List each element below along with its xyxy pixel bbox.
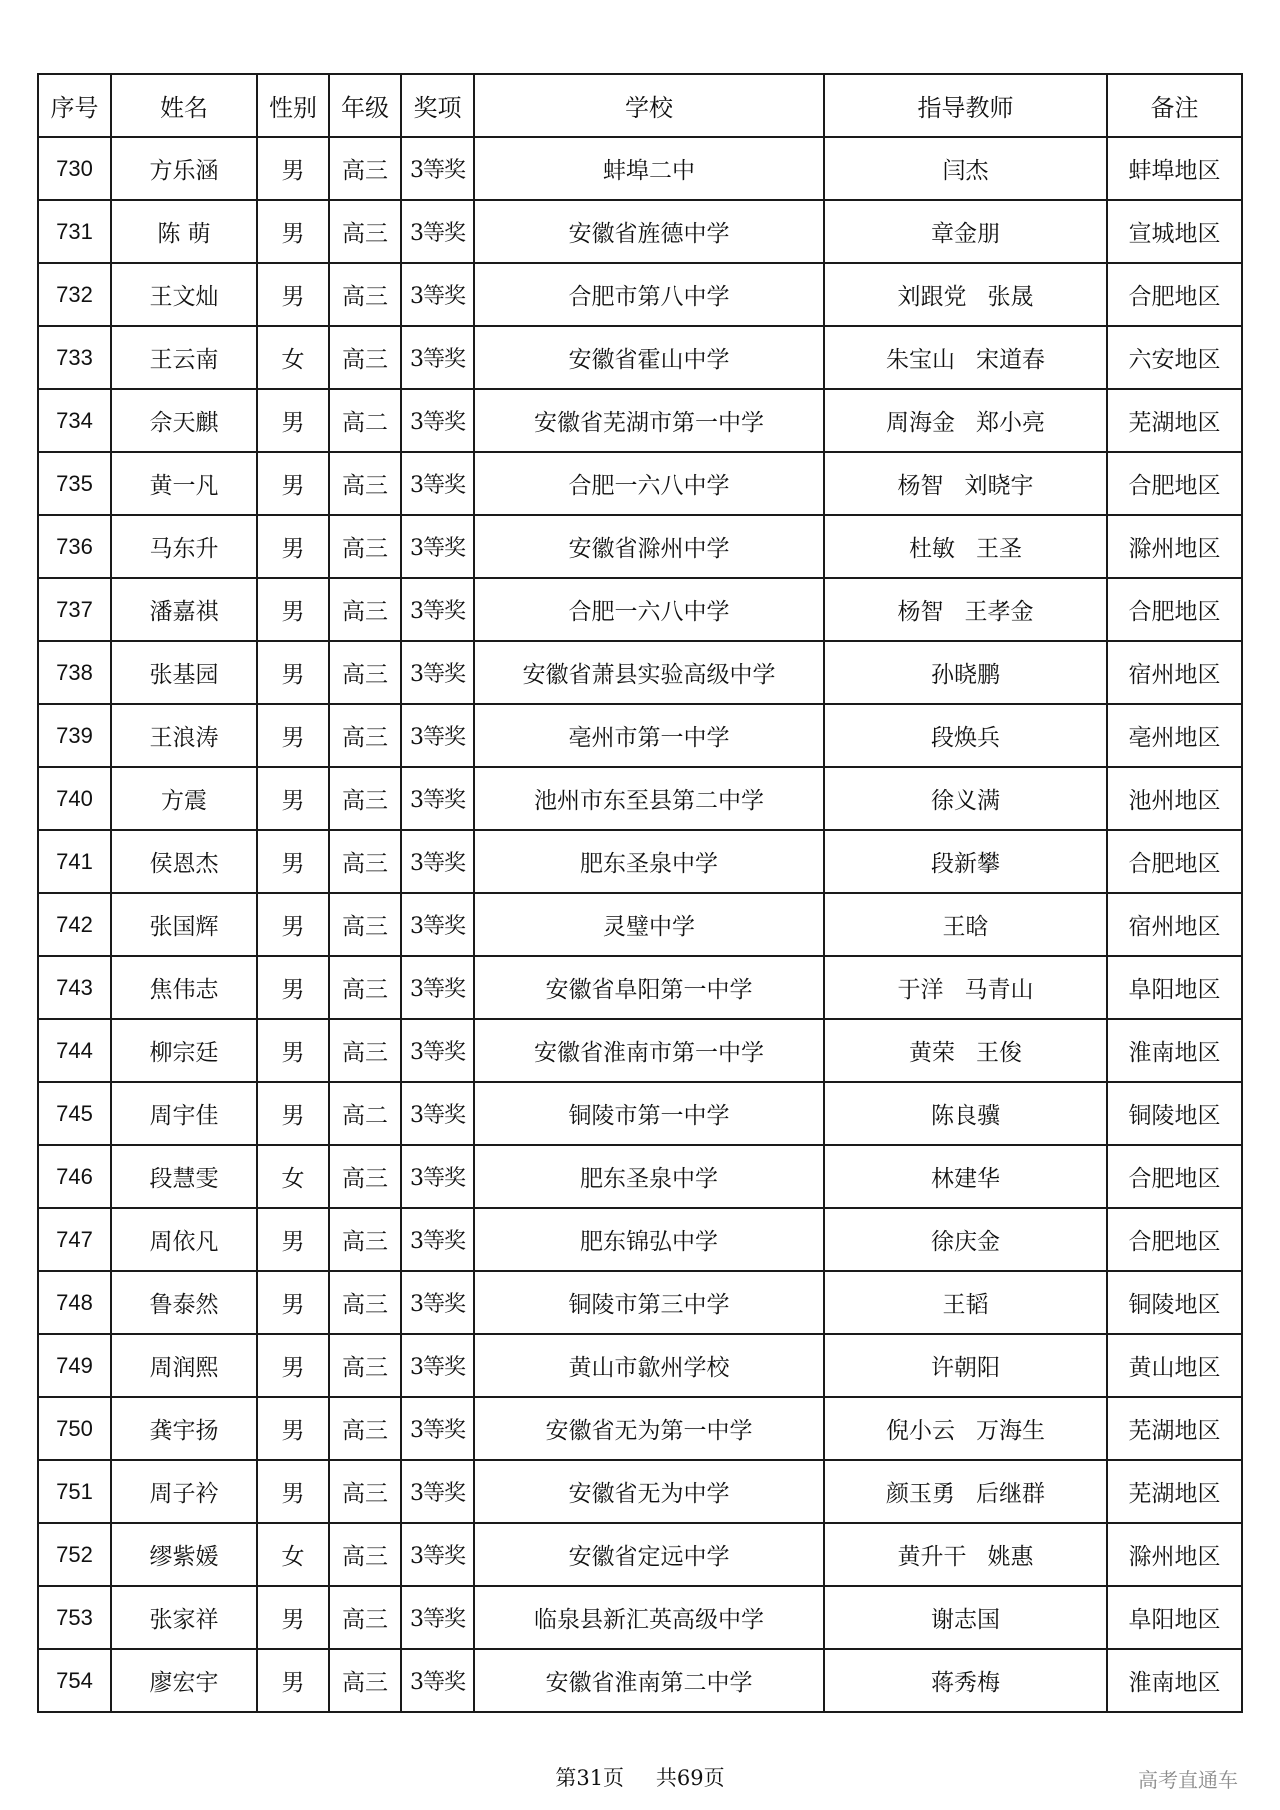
- cell-remark: 芜湖地区: [1107, 1460, 1242, 1523]
- cell-name: 缪紫媛: [111, 1523, 257, 1586]
- cell-remark: 淮南地区: [1107, 1649, 1242, 1712]
- cell-grade: 高三: [329, 1397, 401, 1460]
- cell-index: 741: [38, 830, 111, 893]
- cell-school: 黄山市歙州学校: [474, 1334, 824, 1397]
- cell-index: 754: [38, 1649, 111, 1712]
- cell-grade: 高三: [329, 326, 401, 389]
- cell-grade: 高三: [329, 704, 401, 767]
- cell-grade: 高三: [329, 1334, 401, 1397]
- cell-grade: 高三: [329, 263, 401, 326]
- cell-school: 蚌埠二中: [474, 137, 824, 200]
- cell-index: 735: [38, 452, 111, 515]
- cell-award: 3等奖: [401, 893, 474, 956]
- table-header-row: [38, 74, 1242, 137]
- cell-teacher: 谢志国: [824, 1586, 1107, 1649]
- cell-gender: 男: [257, 1397, 329, 1460]
- cell-grade: 高三: [329, 641, 401, 704]
- cell-name: 张家祥: [111, 1586, 257, 1649]
- cell-index: 731: [38, 200, 111, 263]
- header-school: 学校: [474, 74, 824, 137]
- cell-remark: 宿州地区: [1107, 893, 1242, 956]
- header-name: 姓名: [111, 74, 257, 137]
- cell-remark: 池州地区: [1107, 767, 1242, 830]
- cell-grade: 高三: [329, 1523, 401, 1586]
- cell-school: 铜陵市第三中学: [474, 1271, 824, 1334]
- cell-teacher: 章金朋: [824, 200, 1107, 263]
- cell-remark: 宿州地区: [1107, 641, 1242, 704]
- cell-index: 736: [38, 515, 111, 578]
- cell-name: 马东升: [111, 515, 257, 578]
- cell-name: 周宇佳: [111, 1082, 257, 1145]
- cell-award: 3等奖: [401, 1523, 474, 1586]
- cell-grade: 高三: [329, 1649, 401, 1712]
- table-row: [38, 1082, 1242, 1145]
- cell-gender: 男: [257, 200, 329, 263]
- table-row: [38, 389, 1242, 452]
- cell-remark: 宣城地区: [1107, 200, 1242, 263]
- cell-index: 734: [38, 389, 111, 452]
- cell-school: 亳州市第一中学: [474, 704, 824, 767]
- cell-name: 张国辉: [111, 893, 257, 956]
- cell-index: 753: [38, 1586, 111, 1649]
- table-row: [38, 1145, 1242, 1208]
- cell-grade: 高三: [329, 1271, 401, 1334]
- cell-gender: 女: [257, 1523, 329, 1586]
- cell-school: 池州市东至县第二中学: [474, 767, 824, 830]
- cell-school: 铜陵市第一中学: [474, 1082, 824, 1145]
- table-row: [38, 1586, 1242, 1649]
- cell-award: 3等奖: [401, 1082, 474, 1145]
- cell-gender: 男: [257, 1019, 329, 1082]
- table-row: [38, 515, 1242, 578]
- cell-name: 柳宗廷: [111, 1019, 257, 1082]
- cell-name: 侯恩杰: [111, 830, 257, 893]
- cell-teacher: 黄升干 姚惠: [824, 1523, 1107, 1586]
- cell-remark: 合肥地区: [1107, 1208, 1242, 1271]
- cell-gender: 男: [257, 389, 329, 452]
- table-row: [38, 1523, 1242, 1586]
- cell-name: 方震: [111, 767, 257, 830]
- cell-remark: 滁州地区: [1107, 1523, 1242, 1586]
- cell-index: 752: [38, 1523, 111, 1586]
- cell-index: 733: [38, 326, 111, 389]
- cell-teacher: 杨智 王孝金: [824, 578, 1107, 641]
- cell-award: 3等奖: [401, 137, 474, 200]
- cell-award: 3等奖: [401, 1208, 474, 1271]
- cell-remark: 铜陵地区: [1107, 1082, 1242, 1145]
- award-roster-table: [37, 73, 1243, 1713]
- cell-name: 佘天麒: [111, 389, 257, 452]
- cell-index: 751: [38, 1460, 111, 1523]
- cell-remark: 合肥地区: [1107, 1145, 1242, 1208]
- cell-teacher: 许朝阳: [824, 1334, 1107, 1397]
- cell-award: 3等奖: [401, 830, 474, 893]
- cell-teacher: 杨智 刘晓宇: [824, 452, 1107, 515]
- header-award: 奖项: [401, 74, 474, 137]
- cell-grade: 高三: [329, 200, 401, 263]
- cell-gender: 男: [257, 1082, 329, 1145]
- cell-award: 3等奖: [401, 326, 474, 389]
- cell-gender: 男: [257, 1208, 329, 1271]
- header-grade: 年级: [329, 74, 401, 137]
- cell-gender: 男: [257, 1460, 329, 1523]
- cell-gender: 男: [257, 893, 329, 956]
- cell-teacher: 刘跟党 张晟: [824, 263, 1107, 326]
- cell-teacher: 孙晓鹏: [824, 641, 1107, 704]
- cell-school: 安徽省霍山中学: [474, 326, 824, 389]
- cell-name: 段慧雯: [111, 1145, 257, 1208]
- table-row: [38, 1208, 1242, 1271]
- cell-teacher: 闫杰: [824, 137, 1107, 200]
- table-row: [38, 1649, 1242, 1712]
- cell-award: 3等奖: [401, 1586, 474, 1649]
- cell-name: 鲁泰然: [111, 1271, 257, 1334]
- cell-index: 750: [38, 1397, 111, 1460]
- cell-teacher: 王韬: [824, 1271, 1107, 1334]
- cell-award: 3等奖: [401, 1019, 474, 1082]
- cell-award: 3等奖: [401, 1334, 474, 1397]
- table-row: [38, 767, 1242, 830]
- cell-index: 742: [38, 893, 111, 956]
- cell-grade: 高三: [329, 1019, 401, 1082]
- cell-teacher: 段新攀: [824, 830, 1107, 893]
- cell-name: 方乐涵: [111, 137, 257, 200]
- cell-remark: 蚌埠地区: [1107, 137, 1242, 200]
- cell-school: 合肥一六八中学: [474, 452, 824, 515]
- cell-school: 安徽省滁州中学: [474, 515, 824, 578]
- cell-name: 张基园: [111, 641, 257, 704]
- cell-index: 732: [38, 263, 111, 326]
- cell-school: 肥东锦弘中学: [474, 1208, 824, 1271]
- table-row: [38, 1460, 1242, 1523]
- cell-gender: 女: [257, 326, 329, 389]
- cell-remark: 合肥地区: [1107, 452, 1242, 515]
- cell-school: 安徽省旌德中学: [474, 200, 824, 263]
- cell-teacher: 徐义满: [824, 767, 1107, 830]
- cell-teacher: 倪小云 万海生: [824, 1397, 1107, 1460]
- cell-school: 安徽省阜阳第一中学: [474, 956, 824, 1019]
- cell-remark: 黄山地区: [1107, 1334, 1242, 1397]
- cell-grade: 高三: [329, 1586, 401, 1649]
- cell-grade: 高三: [329, 1460, 401, 1523]
- cell-remark: 芜湖地区: [1107, 389, 1242, 452]
- cell-teacher: 段焕兵: [824, 704, 1107, 767]
- cell-remark: 合肥地区: [1107, 578, 1242, 641]
- cell-remark: 亳州地区: [1107, 704, 1242, 767]
- cell-name: 龚宇扬: [111, 1397, 257, 1460]
- table-row: [38, 1271, 1242, 1334]
- cell-name: 周依凡: [111, 1208, 257, 1271]
- cell-award: 3等奖: [401, 1397, 474, 1460]
- cell-school: 安徽省定远中学: [474, 1523, 824, 1586]
- cell-index: 748: [38, 1271, 111, 1334]
- cell-index: 743: [38, 956, 111, 1019]
- cell-index: 747: [38, 1208, 111, 1271]
- cell-teacher: 于洋 马青山: [824, 956, 1107, 1019]
- table-body: [38, 137, 1242, 1712]
- cell-school: 临泉县新汇英高级中学: [474, 1586, 824, 1649]
- cell-award: 3等奖: [401, 704, 474, 767]
- cell-index: 746: [38, 1145, 111, 1208]
- cell-index: 730: [38, 137, 111, 200]
- cell-remark: 淮南地区: [1107, 1019, 1242, 1082]
- cell-grade: 高三: [329, 1208, 401, 1271]
- cell-index: 744: [38, 1019, 111, 1082]
- header-index: 序号: [38, 74, 111, 137]
- cell-name: 陈 萌: [111, 200, 257, 263]
- cell-school: 合肥市第八中学: [474, 263, 824, 326]
- cell-school: 安徽省无为中学: [474, 1460, 824, 1523]
- cell-index: 740: [38, 767, 111, 830]
- cell-award: 3等奖: [401, 200, 474, 263]
- cell-gender: 男: [257, 452, 329, 515]
- cell-remark: 合肥地区: [1107, 263, 1242, 326]
- cell-teacher: 周海金 郑小亮: [824, 389, 1107, 452]
- cell-school: 安徽省淮南第二中学: [474, 1649, 824, 1712]
- cell-teacher: 蒋秀梅: [824, 1649, 1107, 1712]
- cell-teacher: 陈良骥: [824, 1082, 1107, 1145]
- table-row: [38, 956, 1242, 1019]
- cell-name: 周子衿: [111, 1460, 257, 1523]
- cell-index: 738: [38, 641, 111, 704]
- table-row: [38, 326, 1242, 389]
- cell-award: 3等奖: [401, 1271, 474, 1334]
- cell-index: 749: [38, 1334, 111, 1397]
- cell-gender: 男: [257, 1271, 329, 1334]
- cell-school: 安徽省芜湖市第一中学: [474, 389, 824, 452]
- cell-teacher: 徐庆金: [824, 1208, 1107, 1271]
- cell-grade: 高三: [329, 452, 401, 515]
- cell-gender: 男: [257, 1334, 329, 1397]
- cell-remark: 阜阳地区: [1107, 956, 1242, 1019]
- cell-teacher: 王晗: [824, 893, 1107, 956]
- table-row: [38, 1397, 1242, 1460]
- cell-award: 3等奖: [401, 1145, 474, 1208]
- cell-index: 737: [38, 578, 111, 641]
- cell-grade: 高三: [329, 515, 401, 578]
- cell-award: 3等奖: [401, 578, 474, 641]
- cell-gender: 男: [257, 263, 329, 326]
- cell-remark: 芜湖地区: [1107, 1397, 1242, 1460]
- cell-remark: 六安地区: [1107, 326, 1242, 389]
- cell-gender: 男: [257, 956, 329, 1019]
- table-row: [38, 704, 1242, 767]
- cell-name: 焦伟志: [111, 956, 257, 1019]
- cell-award: 3等奖: [401, 452, 474, 515]
- cell-award: 3等奖: [401, 1649, 474, 1712]
- cell-teacher: 颜玉勇 后继群: [824, 1460, 1107, 1523]
- cell-award: 3等奖: [401, 767, 474, 830]
- page-number: 第31页 共69页: [555, 1766, 725, 1790]
- cell-school: 安徽省萧县实验高级中学: [474, 641, 824, 704]
- cell-gender: 女: [257, 1145, 329, 1208]
- cell-grade: 高二: [329, 389, 401, 452]
- cell-teacher: 杜敏 王圣: [824, 515, 1107, 578]
- cell-name: 王云南: [111, 326, 257, 389]
- cell-grade: 高三: [329, 137, 401, 200]
- cell-school: 安徽省无为第一中学: [474, 1397, 824, 1460]
- cell-gender: 男: [257, 830, 329, 893]
- cell-gender: 男: [257, 704, 329, 767]
- table-row: [38, 1334, 1242, 1397]
- cell-remark: 铜陵地区: [1107, 1271, 1242, 1334]
- cell-grade: 高三: [329, 830, 401, 893]
- cell-award: 3等奖: [401, 389, 474, 452]
- cell-gender: 男: [257, 641, 329, 704]
- cell-name: 黄一凡: [111, 452, 257, 515]
- header-gender: 性别: [257, 74, 329, 137]
- cell-name: 潘嘉祺: [111, 578, 257, 641]
- table-row: [38, 263, 1242, 326]
- watermark-text: 高考直通车: [1138, 1768, 1238, 1792]
- cell-award: 3等奖: [401, 515, 474, 578]
- table-row: [38, 641, 1242, 704]
- cell-remark: 阜阳地区: [1107, 1586, 1242, 1649]
- cell-gender: 男: [257, 1649, 329, 1712]
- cell-gender: 男: [257, 137, 329, 200]
- cell-teacher: 林建华: [824, 1145, 1107, 1208]
- table-row: [38, 1019, 1242, 1082]
- cell-name: 廖宏宇: [111, 1649, 257, 1712]
- table-row: [38, 200, 1242, 263]
- header-remark: 备注: [1107, 74, 1242, 137]
- cell-award: 3等奖: [401, 263, 474, 326]
- cell-school: 肥东圣泉中学: [474, 1145, 824, 1208]
- cell-gender: 男: [257, 1586, 329, 1649]
- cell-award: 3等奖: [401, 956, 474, 1019]
- cell-name: 王浪涛: [111, 704, 257, 767]
- cell-grade: 高三: [329, 578, 401, 641]
- cell-school: 肥东圣泉中学: [474, 830, 824, 893]
- cell-school: 安徽省淮南市第一中学: [474, 1019, 824, 1082]
- cell-name: 王文灿: [111, 263, 257, 326]
- cell-gender: 男: [257, 578, 329, 641]
- cell-index: 745: [38, 1082, 111, 1145]
- cell-grade: 高三: [329, 956, 401, 1019]
- cell-grade: 高二: [329, 1082, 401, 1145]
- header-teacher: 指导教师: [824, 74, 1107, 137]
- cell-school: 合肥一六八中学: [474, 578, 824, 641]
- cell-award: 3等奖: [401, 1460, 474, 1523]
- table-row: [38, 893, 1242, 956]
- award-roster-sheet: [37, 73, 1241, 1713]
- cell-index: 739: [38, 704, 111, 767]
- cell-grade: 高三: [329, 893, 401, 956]
- cell-teacher: 朱宝山 宋道春: [824, 326, 1107, 389]
- cell-remark: 滁州地区: [1107, 515, 1242, 578]
- cell-grade: 高三: [329, 767, 401, 830]
- table-row: [38, 830, 1242, 893]
- table-row: [38, 578, 1242, 641]
- cell-grade: 高三: [329, 1145, 401, 1208]
- table-row: [38, 452, 1242, 515]
- cell-school: 灵璧中学: [474, 893, 824, 956]
- table-row: [38, 137, 1242, 200]
- cell-gender: 男: [257, 515, 329, 578]
- cell-gender: 男: [257, 767, 329, 830]
- cell-name: 周润熙: [111, 1334, 257, 1397]
- cell-remark: 合肥地区: [1107, 830, 1242, 893]
- cell-teacher: 黄荣 王俊: [824, 1019, 1107, 1082]
- cell-award: 3等奖: [401, 641, 474, 704]
